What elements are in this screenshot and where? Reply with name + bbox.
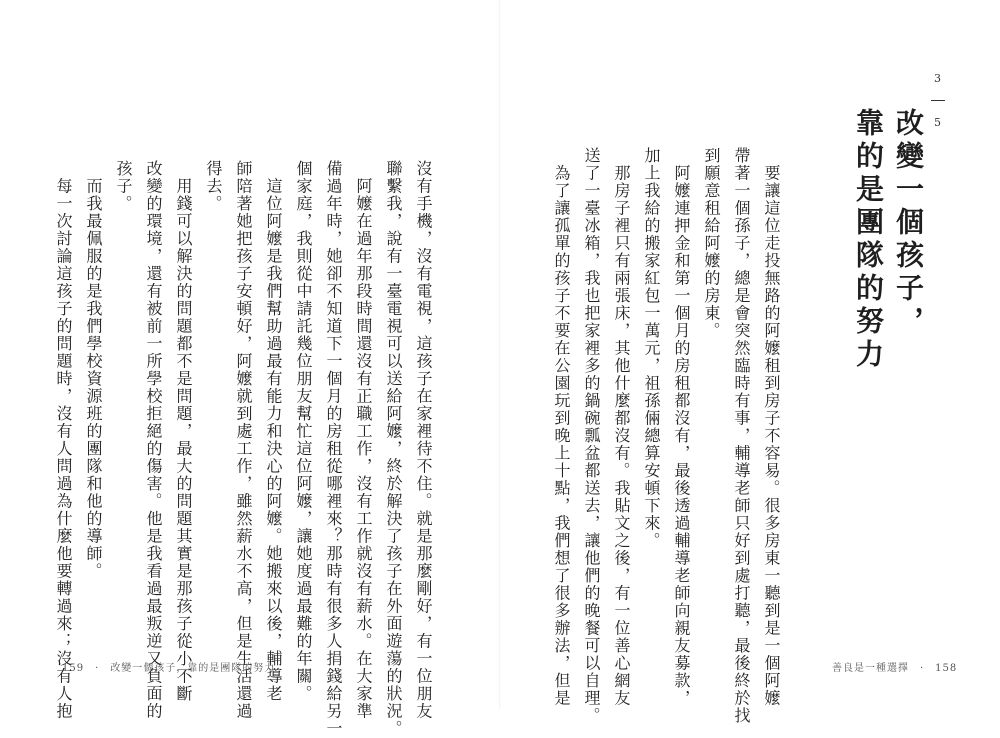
- chapter-number-top: 3: [934, 72, 941, 85]
- chapter-title-line-1: 改變一個孩子，: [892, 108, 925, 339]
- right-page-column-2: 帶著一個孫子，總是會突然臨時有事，輔導老師只好到處打聽，最後終於找: [732, 147, 751, 725]
- left-page-column-2: 聯繫我，說有一臺電視可以送給阿嬤，終於解決了孩子在外面遊蕩的狀況。: [384, 160, 403, 738]
- left-page-column-5: 個家庭，我則從中請託幾位朋友幫忙這位阿嬤，讓她度過最難的年關。: [294, 160, 313, 703]
- left-page-column-6: 這位阿嬤是我們幫助過最有能力和決心的阿嬤。她搬來以後，輔導老: [264, 160, 283, 703]
- left-page-column-13: 每一次討論這孩子的問題時，沒有人問過為什麼他要轉過來；沒有人抱: [54, 160, 73, 720]
- right-page-column-4: 阿嬤連押金和第一個月的房租都沒有，最後透過輔導老師向親友募款，: [672, 147, 691, 707]
- chapter-number-bottom: 5: [934, 116, 941, 129]
- left-page-column-9: 用錢可以解決的問題都不是問題，最大的問題其實是那孩子從小不斷: [174, 160, 193, 703]
- right-page-column-7: 送了一臺冰箱，我也把家裡多的鍋碗瓢盆都送去，讓他們的晚餐可以自理。: [582, 147, 601, 725]
- left-page-column-10: 改變的環境，還有被前一所學校拒絕的傷害。他是我看過最叛逆又負面的: [144, 160, 163, 720]
- left-page-column-12: 而我最佩服的是我們學校資源班的團隊和他的導師。: [84, 160, 103, 580]
- right-page-column-6: 那房子裡只有兩張床，其他什麼都沒有。我貼文之後，有一位善心網友: [612, 147, 631, 707]
- left-page-footer: 159 · 改變一個孩子，靠的是團隊的努力: [62, 663, 276, 674]
- right-page-column-5: 加上我給的搬家紅包一萬元，祖孫倆總算安頓下來。: [642, 147, 661, 550]
- right-page-column-3: 到願意租給阿嬤的房東。: [702, 147, 721, 340]
- right-page-footer: 善良是一種選擇 · 158: [832, 663, 958, 674]
- left-page-column-3: 阿嬤在過年那段時間還沒有正職工作，沒有工作就沒有薪水。在大家準: [354, 160, 373, 720]
- left-page-column-7: 師陪著她把孩子安頓好，阿嬤就到處工作，雖然薪水不高，但是生活還過: [234, 160, 253, 720]
- right-page-column-8: 為了讓孤單的孩子不要在公園玩到晚上十點，我們想了很多辦法，但是: [552, 147, 571, 707]
- chapter-title-line-2: 靠的是團隊的努力: [852, 108, 885, 372]
- left-page-column-1: 沒有手機，沒有電視，這孩子在家裡待不住。就是那麼剛好，有一位朋友: [414, 160, 433, 720]
- chapter-number-rule: [931, 100, 945, 101]
- left-page-column-4: 備過年時，她卻不知道下一個月的房租從哪裡來？那時有很多人捐錢給另一: [324, 160, 343, 738]
- right-page-column-1: 要讓這位走投無路的阿嬤租到房子不容易。很多房東一聽到是一個阿嬤: [762, 147, 781, 707]
- left-page-column-11: 孩子。: [114, 160, 133, 213]
- left-page-column-8: 得去。: [204, 160, 223, 213]
- page-gutter: [499, 0, 501, 709]
